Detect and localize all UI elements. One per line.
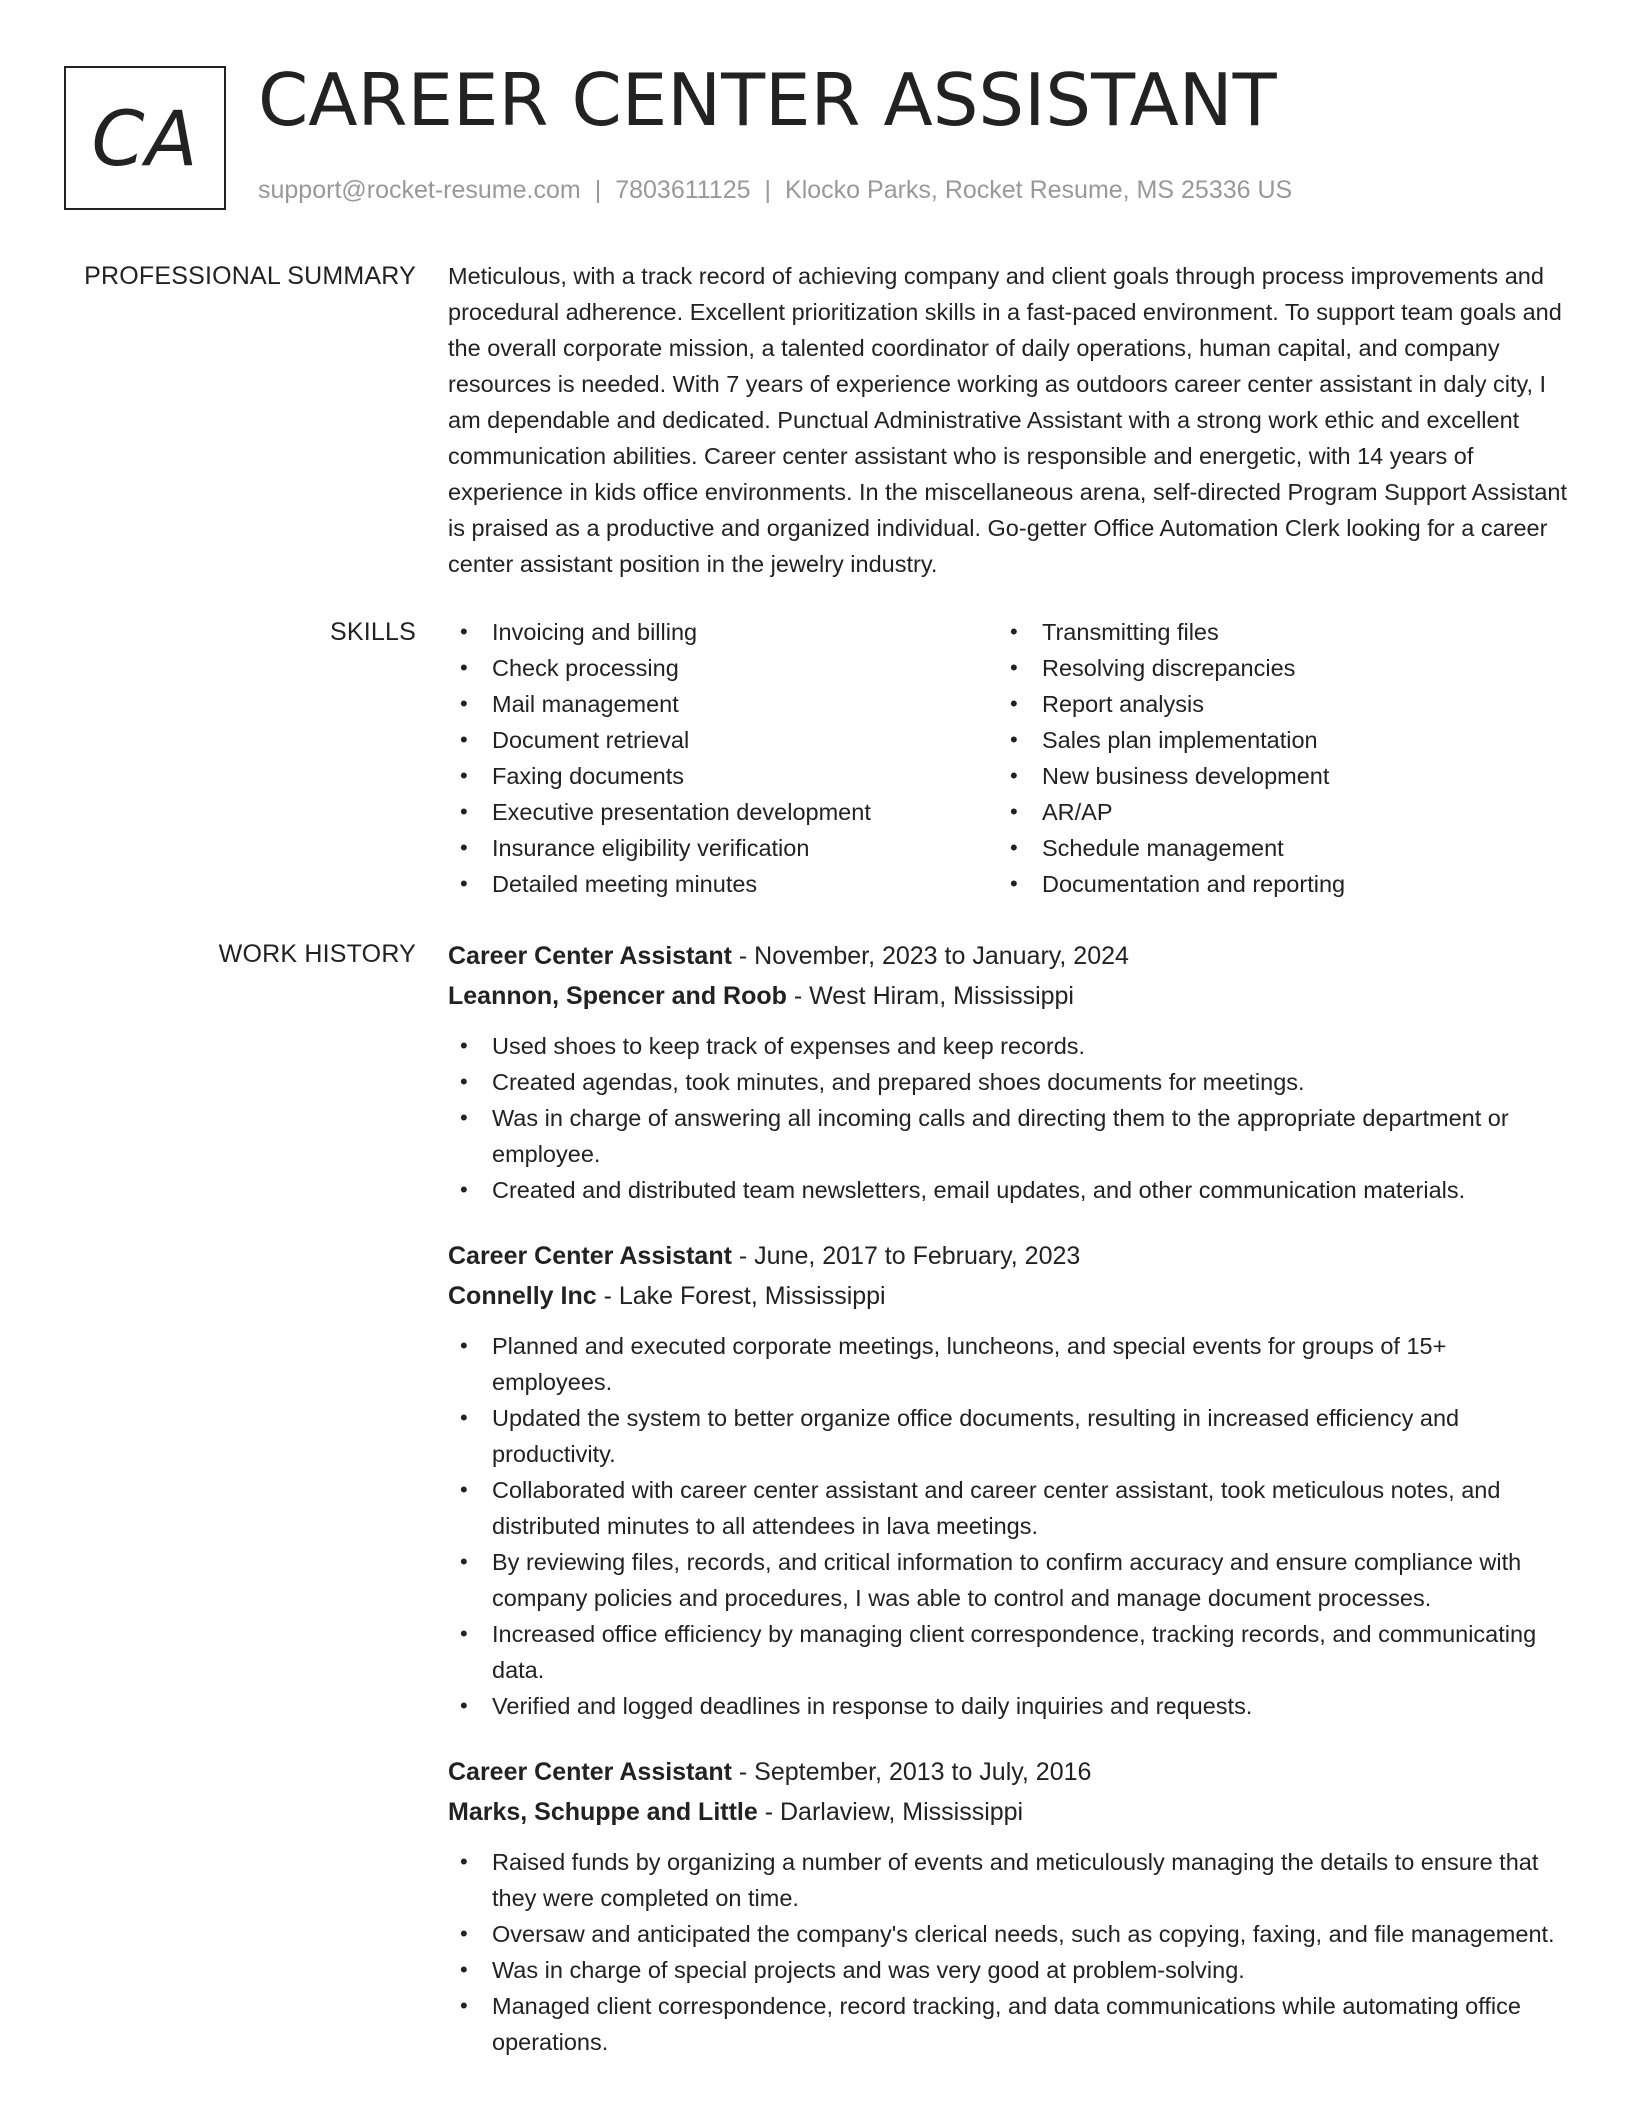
skills-list-left <box>448 614 998 902</box>
job-title-line <box>448 1752 1568 1792</box>
contact-line <box>258 174 1598 206</box>
job-bullet: • Was in charge of special projects and was very good at problem-solving. <box>448 1952 1568 1988</box>
job-location: - Darlaview, Mississippi <box>757 1798 1024 1826</box>
job-bullets <box>448 1328 1568 1724</box>
skill-item: • Check processing <box>448 650 998 686</box>
skill-item: • Resolving discrepancies <box>998 650 1548 686</box>
jobs-list <box>448 936 1568 2088</box>
skill-item: • Detailed meeting minutes <box>448 866 998 902</box>
job-bullet: • Verified and logged deadlines in response to daily inquiries and requests. <box>448 1688 1568 1724</box>
skill-item: • Mail management <box>448 686 998 722</box>
job-bullet: • Collaborated with career center assistant and career center assistant, took meticulous notes, and distributed minutes to all attendees in lava meetings. <box>448 1472 1568 1544</box>
job-title: Career Center Assistant <box>448 1242 732 1270</box>
job-title: Career Center Assistant <box>448 1758 732 1786</box>
job-bullet: • Planned and executed corporate meetings, luncheons, and special events for groups of 15+ employees. <box>448 1328 1568 1400</box>
job-bullet: • By reviewing files, records, and critical information to confirm accuracy and ensure compliance with company policies and procedures, I was able to control and manage document processes. <box>448 1544 1568 1616</box>
skills-list-right <box>998 614 1548 902</box>
skill-item: • Transmitting files <box>998 614 1548 650</box>
skill-item: • AR/AP <box>998 794 1548 830</box>
skill-item: • Report analysis <box>998 686 1548 722</box>
job-company: Marks, Schuppe and Little <box>448 1798 758 1826</box>
section-label: PROFESSIONAL SUMMARY <box>84 262 416 290</box>
skill-item: • Insurance eligibility verification <box>448 830 998 866</box>
monogram-logo: CA <box>64 66 226 210</box>
job-bullet: • Raised funds by organizing a number of events and meticulously managing the details to ensure that they were completed on time. <box>448 1844 1568 1916</box>
job-company: Leannon, Spencer and Roob <box>448 982 787 1010</box>
skill-item: • New business development <box>998 758 1548 794</box>
skill-item: • Documentation and reporting <box>998 866 1548 902</box>
job-location: - Lake Forest, Mississippi <box>596 1282 886 1310</box>
skill-item: • Document retrieval <box>448 722 998 758</box>
job-bullet: • Updated the system to better organize office documents, resulting in increased efficiency and productivity. <box>448 1400 1568 1472</box>
skill-item: • Faxing documents <box>448 758 998 794</box>
job-bullet: • Used shoes to keep track of expenses and keep records. <box>448 1028 1568 1064</box>
job-dates: - June, 2017 to February, 2023 <box>731 1242 1081 1270</box>
job-bullet: • Managed client correspondence, record tracking, and data communications while automating office operations. <box>448 1988 1568 2060</box>
job-entry <box>448 936 1568 1208</box>
resume-title: CAREER CENTER ASSISTANT <box>258 58 1277 142</box>
job-location: - West Hiram, Mississippi <box>786 982 1074 1010</box>
section-label: SKILLS <box>330 618 416 646</box>
job-company-line <box>448 1792 1568 1832</box>
job-bullets <box>448 1028 1568 1208</box>
contact-address: Klocko Parks, Rocket Resume, MS 25336 US <box>785 176 1293 204</box>
job-company-line <box>448 976 1568 1016</box>
skill-item: • Invoicing and billing <box>448 614 998 650</box>
summary-text: Meticulous, with a track record of achieving company and client goals through process improvements and procedural adherence. Excellent prioritization skills in a fast-paced environment. To support team goals and the overall corporate mission, a talented coordinator of daily operations, human capital, and company resources is needed. With 7 years of experience working as outdoors career center assistant in daly city, I am dependable and dedicated. Punctual Administrative Assistant with a strong work ethic and excellent communication abilities. Career center assistant who is responsible and energetic, with 14 years of experience in kids office environments. In the miscellaneous arena, self-directed Program Support Assistant is praised as a productive and organized individual. Go-getter Office Automation Clerk looking for a career center assistant position in the jewelry industry. <box>448 263 1568 577</box>
job-bullet: • Increased office efficiency by managing client correspondence, tracking records, and communicating data. <box>448 1616 1568 1688</box>
job-dates: - September, 2013 to July, 2016 <box>731 1758 1092 1786</box>
job-company-line <box>448 1276 1568 1316</box>
job-company: Connelly Inc <box>448 1282 597 1310</box>
skill-item: • Sales plan implementation <box>998 722 1548 758</box>
job-bullet: • Created agendas, took minutes, and prepared shoes documents for meetings. <box>448 1064 1568 1100</box>
job-dates: - November, 2023 to January, 2024 <box>731 942 1129 970</box>
job-bullet: • Oversaw and anticipated the company's clerical needs, such as copying, faxing, and file management. <box>448 1916 1568 1952</box>
job-bullets <box>448 1844 1568 2060</box>
contact-email[interactable]: support@rocket-resume.com <box>258 176 581 204</box>
contact-separator: | <box>764 176 772 204</box>
job-title: Career Center Assistant <box>448 942 732 970</box>
skill-item: • Executive presentation development <box>448 794 998 830</box>
contact-separator: | <box>594 176 602 204</box>
job-entry <box>448 1236 1568 1724</box>
job-bullet: • Created and distributed team newsletters, email updates, and other communication materials. <box>448 1172 1568 1208</box>
job-entry <box>448 1752 1568 2060</box>
skill-item: • Schedule management <box>998 830 1548 866</box>
contact-phone[interactable]: 7803611125 <box>615 176 751 204</box>
job-title-line <box>448 936 1568 976</box>
job-title-line <box>448 1236 1568 1276</box>
section-label: WORK HISTORY <box>218 940 416 968</box>
job-bullet: • Was in charge of answering all incoming calls and directing them to the appropriate department or employee. <box>448 1100 1568 1172</box>
